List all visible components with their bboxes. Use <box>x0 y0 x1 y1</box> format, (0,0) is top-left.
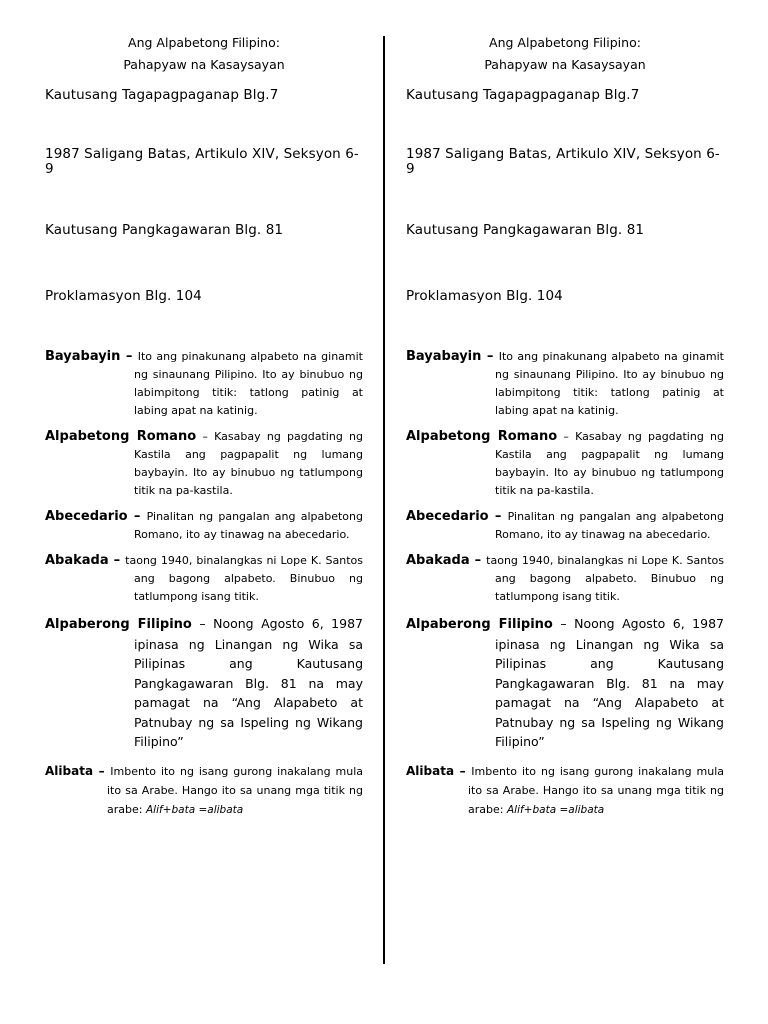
entry-description: – Kasabay ng pagdating ng Kastila ang pagpapalit ng lumang baybayin. Ito ay binubuo ng tatlumpong titik na pa-kastila. <box>495 430 725 497</box>
entry-alpaberong-filipino <box>45 614 363 752</box>
entry-description: taong 1940, binalangkas ni Lope K. Santos ang bagong alpabeto. Binubuo ng tatlumpong isang titik. <box>486 554 725 603</box>
reference-dept-order-81: Kautusang Pangkagawaran Blg. 81 <box>45 222 284 238</box>
column-divider <box>383 36 385 964</box>
entry-abecedario <box>406 508 724 544</box>
entry-term: Alpaberong Filipino <box>45 617 192 632</box>
title-line-2: Pahapyaw na Kasaysayan <box>484 57 646 72</box>
entry-term: Bayabayin – <box>45 349 138 364</box>
entry-term: Abakada – <box>45 553 126 568</box>
alphabet-history-list <box>45 348 363 820</box>
entry-abakada <box>406 552 724 606</box>
document-title <box>45 32 363 76</box>
entry-description: taong 1940, binalangkas ni Lope K. Santos ang bagong alpabeto. Binubuo ng tatlumpong isang titik. <box>125 554 364 603</box>
entry-term: Alpabetong Romano <box>45 429 197 444</box>
reference-dept-order-81: Kautusang Pangkagawaran Blg. 81 <box>406 222 645 238</box>
entry-description: – Noong Agosto 6, 1987 ipinasa ng Linangan ng Wika sa Pilipinas ang Kautusang Pangkagawaran Blg. 81 na may pamagat na “Ang Alapabeto at Patnubay ng sa Ispeling ng Wikang Filipino” <box>495 616 724 749</box>
reference-constitution: 1987 Saligang Batas, Artikulo XIV, Seksyon 6-9 <box>406 146 720 177</box>
entry-abakada <box>45 552 363 606</box>
entry-description: Imbento ito ng isang gurong inakalang mula ito sa Arabe. Hango ito sa unang mga titik ng arabe: <box>468 764 724 816</box>
entry-term: Alibata – <box>406 763 472 778</box>
entry-term: Alpaberong Filipino <box>406 617 553 632</box>
entry-alpaberong-filipino <box>406 614 724 752</box>
alphabet-history-list <box>406 348 724 820</box>
entry-term: Alpabetong Romano <box>406 429 558 444</box>
entry-description: Imbento ito ng isang gurong inakalang mula ito sa Arabe. Hango ito sa unang mga titik ng arabe: <box>107 764 363 816</box>
entry-formula: Alif+bata =alibata <box>145 803 244 816</box>
reference-eo-7: Kautusang Tagapagpaganap Blg.7 <box>406 87 640 103</box>
entry-description: Ito ang pinakunang alpabeto na ginamit ng sinaunang Pilipino. Ito ay binubuo ng labimpitong titik: tatlong patinig at labing apat na katinig. <box>134 350 363 417</box>
entry-term: Abecedario – <box>45 509 147 524</box>
entry-description: Pinalitan ng pangalan ang alpabetong Romano, ito ay tinawag na abecedario. <box>134 510 363 541</box>
entry-bayabayin <box>45 348 363 420</box>
entry-alibata <box>406 762 724 820</box>
document-title <box>406 32 724 76</box>
entry-description: – Kasabay ng pagdating ng Kastila ang pagpapalit ng lumang baybayin. Ito ay binubuo ng tatlumpong titik na pa-kastila. <box>134 430 364 497</box>
title-line-1: Ang Alpabetong Filipino: <box>489 35 641 50</box>
entry-term: Bayabayin – <box>406 349 499 364</box>
entry-term: Abakada – <box>406 553 487 568</box>
entry-abecedario <box>45 508 363 544</box>
entry-description: Ito ang pinakunang alpabeto na ginamit ng sinaunang Pilipino. Ito ay binubuo ng labimpitong titik: tatlong patinig at labing apat na katinig. <box>495 350 724 417</box>
reference-constitution: 1987 Saligang Batas, Artikulo XIV, Seksyon 6-9 <box>45 146 359 177</box>
reference-proclamation-104: Proklamasyon Blg. 104 <box>406 288 563 304</box>
entry-alpabetong-romano <box>406 428 724 500</box>
right-column <box>406 32 724 828</box>
title-line-2: Pahapyaw na Kasaysayan <box>123 57 285 72</box>
entry-term: Abecedario – <box>406 509 508 524</box>
entry-description: Pinalitan ng pangalan ang alpabetong Romano, ito ay tinawag na abecedario. <box>495 510 724 541</box>
reference-proclamation-104: Proklamasyon Blg. 104 <box>45 288 202 304</box>
left-column <box>45 32 363 828</box>
reference-eo-7: Kautusang Tagapagpaganap Blg.7 <box>45 87 279 103</box>
title-line-1: Ang Alpabetong Filipino: <box>128 35 280 50</box>
entry-alpabetong-romano <box>45 428 363 500</box>
entry-formula: Alif+bata =alibata <box>506 803 605 816</box>
entry-description: – Noong Agosto 6, 1987 ipinasa ng Linangan ng Wika sa Pilipinas ang Kautusang Pangkagawaran Blg. 81 na may pamagat na “Ang Alapabeto at Patnubay ng sa Ispeling ng Wikang Filipino” <box>134 616 363 749</box>
entry-term: Alibata – <box>45 763 111 778</box>
entry-alibata <box>45 762 363 820</box>
entry-bayabayin <box>406 348 724 420</box>
